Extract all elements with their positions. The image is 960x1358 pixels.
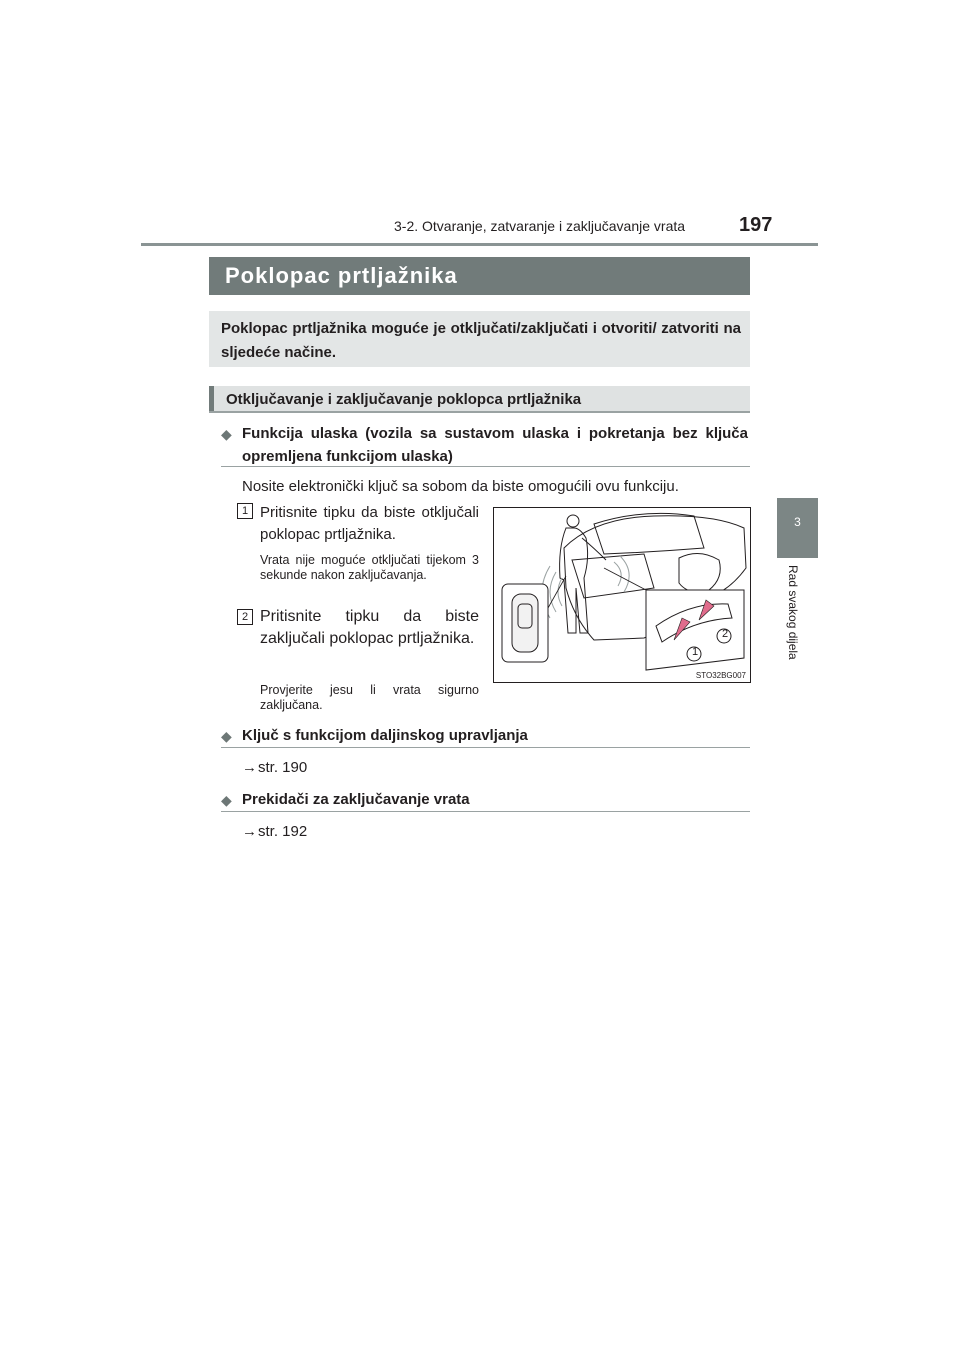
intro-box — [209, 311, 750, 367]
intro-text: Poklopac prtljažnika moguće je otključati/zaključati i otvoriti/ zatvoriti na sljedeće načine. — [221, 320, 741, 361]
step-2-note: Provjerite jesu li vrata sigurno zaključana. — [260, 683, 479, 712]
page-title: Poklopac prtljažnika — [225, 263, 458, 288]
page-number: 197 — [739, 214, 773, 236]
diamond-icon: ◆ — [221, 426, 232, 442]
subheading-rule — [221, 811, 750, 812]
header-rule — [141, 243, 818, 246]
arrow-right-icon: → — [242, 823, 257, 840]
trunk-illustration-svg — [494, 508, 750, 682]
title-bar — [209, 257, 750, 295]
remote-heading: Ključ s funkcijom daljinskog upravljanja — [242, 727, 528, 744]
step-1-note: Vrata nije moguće otključati tijekom 3 sekunde nakon zaključavanja. — [260, 553, 479, 582]
smart-entry-intro: Nosite elektronički ključ sa sobom da biste omogućili ovu funkciju. — [242, 478, 679, 495]
diamond-icon: ◆ — [221, 792, 232, 808]
diamond-icon: ◆ — [221, 728, 232, 744]
step-2-text: Pritisnite tipku da biste zaključali poklopac prtljažnika. — [260, 608, 479, 647]
step-2-badge: 2 — [237, 609, 253, 625]
subheading-rule — [221, 747, 750, 748]
door-switch-page-ref[interactable]: str. 192 — [258, 823, 308, 840]
subheading-rule — [221, 466, 750, 467]
section-accent — [209, 386, 214, 413]
section-heading: Otključavanje i zaključavanje poklopca prtljažnika — [226, 391, 582, 408]
step-1-text: Pritisnite tipku da biste otključali poklopac prtljažnika. — [260, 504, 479, 543]
remote-page-ref[interactable]: str. 190 — [258, 759, 308, 776]
smart-entry-heading: Funkcija ulaska (vozila sa sustavom ulaska i pokretanja bez ključa opremljena funkcijom ulaska) — [242, 425, 748, 465]
figure-code: STO32BG007 — [695, 671, 746, 680]
section-underline — [209, 411, 750, 413]
trunk-illustration — [493, 507, 751, 683]
chapter-tab: 3 — [777, 498, 818, 558]
chapter-label: Rad svakog dijela — [786, 565, 800, 660]
callout-1: 1 — [691, 646, 699, 658]
door-switch-heading: Prekidači za zaključavanje vrata — [242, 791, 470, 808]
step-1-badge: 1 — [237, 503, 253, 519]
running-header: 3-2. Otvaranje, zatvaranje i zaključavanje vrata — [394, 218, 686, 234]
arrow-right-icon: → — [242, 759, 257, 776]
section-heading-bar — [209, 386, 750, 413]
callout-2: 2 — [721, 628, 729, 640]
